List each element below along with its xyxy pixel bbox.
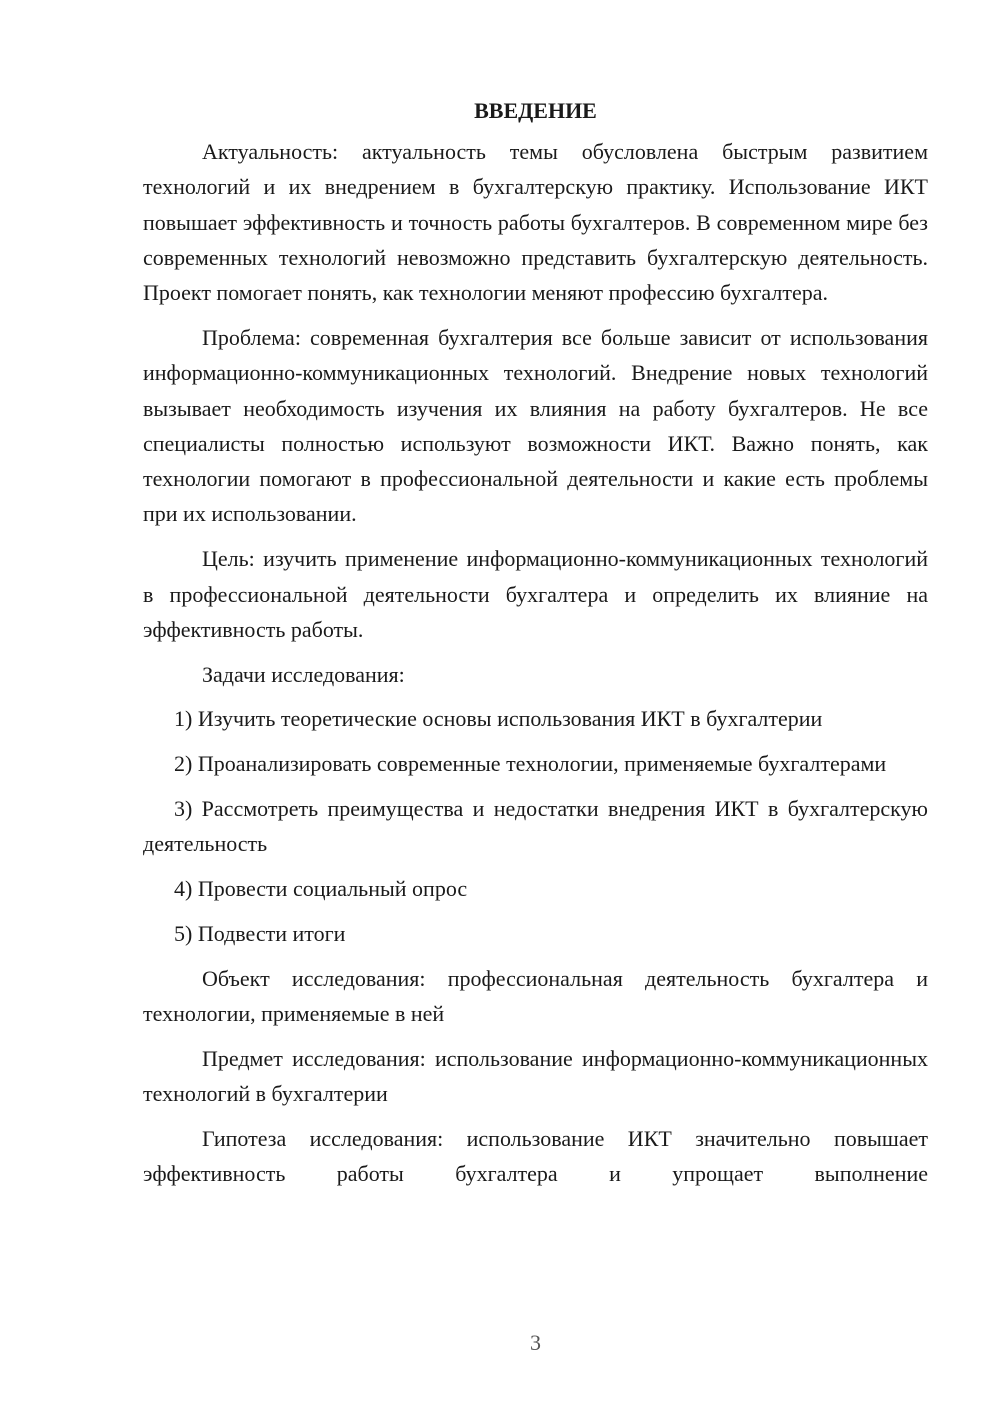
list-item: 3) Рассмотреть преимущества и недостатки внедрения ИКТ в бухгалтерскую деятельность (143, 796, 928, 857)
hypothesis-paragraph: Гипотеза исследования: использование ИКТ значительно повышает эффективность работы бухгалтера и упрощает выполнение (143, 1125, 928, 1187)
document-page (143, 92, 928, 1201)
object-paragraph: Объект исследования: профессиональная деятельность бухгалтера и технологии, применяемые в ней (143, 965, 928, 1027)
problem-paragraph: Проблема: современная бухгалтерия все больше зависит от использования информационно-коммуникационных технологий. Внедрение новых технологий вызывает необходимость изучения их влияния на работу бухгалтеров. Не все специалисты полностью используют возможности ИКТ. Важно понять, как технологии помогают в профессиональной деятельности и какие есть проблемы при их использовании. (143, 324, 928, 527)
list-item: 2) Проанализировать современные технологии, применяемые бухгалтерами (174, 751, 887, 777)
list-item: 5) Подвести итоги (174, 920, 346, 946)
goal-paragraph: Цель: изучить применение информационно-коммуникационных технологий в профессиональной деятельности бухгалтера и определить их влияние на эффективность работы. (143, 546, 928, 642)
list-item: 1) Изучить теоретические основы использования ИКТ в бухгалтерии (174, 706, 823, 732)
tasks-heading: Задачи исследования: (202, 661, 405, 687)
list-item: 4) Провести социальный опрос (174, 876, 468, 902)
relevance-paragraph: Актуальность: актуальность темы обусловлена быстрым развитием технологий и их внедрением в бухгалтерскую практику. Использование ИКТ повышает эффективность и точность работы бухгалтеров. В современном мире без современных технологий невозможно представить бухгалтерскую деятельность. Проект помогает понять, как технологии меняют профессию бухгалтера. (143, 139, 928, 306)
page-title: ВВЕДЕНИЕ (474, 98, 597, 123)
page-number: 3 (530, 1330, 541, 1355)
subject-paragraph: Предмет исследования: использование информационно-коммуникационных технологий в бухгалтерии (143, 1045, 928, 1107)
